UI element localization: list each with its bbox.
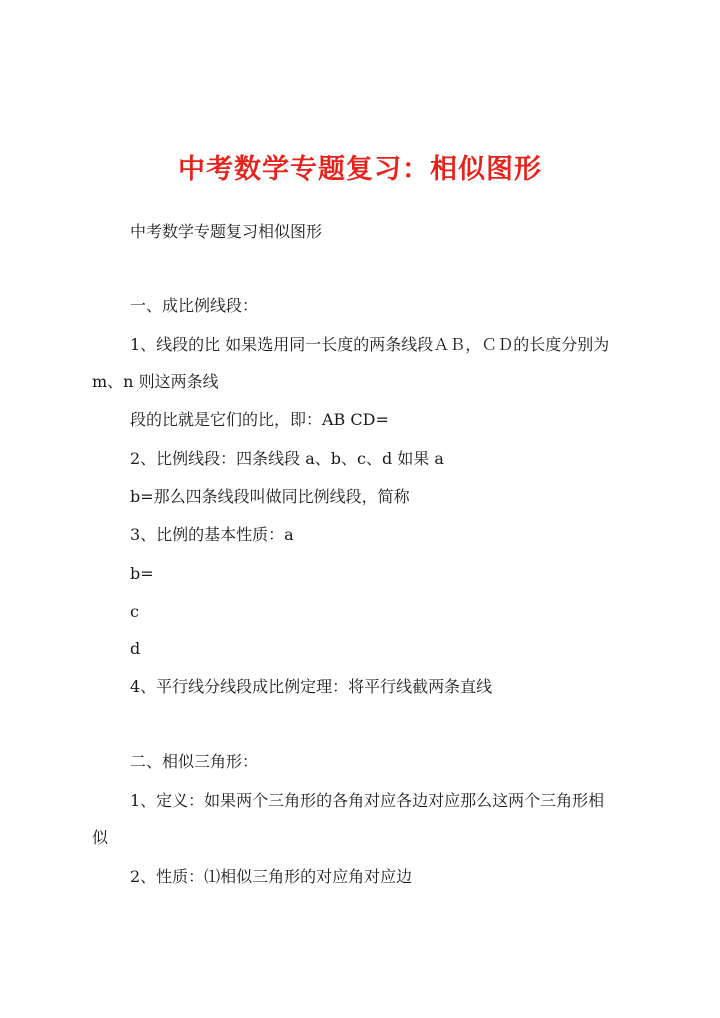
paragraph-line: d <box>130 639 141 658</box>
paragraph-line: 3、比例的基本性质：a <box>130 525 294 544</box>
paragraph-line: 段的比就是它们的比，即：AB CD= <box>130 410 389 429</box>
paragraph-line: 2、比例线段：四条线段 a、b、c、d 如果 a <box>130 449 444 468</box>
paragraph-line: b= <box>130 564 154 583</box>
paragraph-line: c <box>130 602 139 621</box>
section-heading-1: 一、成比例线段： <box>130 296 259 315</box>
document-title: 中考数学专题复习：相似图形 <box>178 154 542 185</box>
subtitle-line: 中考数学专题复习相似图形 <box>130 222 323 241</box>
paragraph-line: 4、平行线分线段成比例定理：将平行线截两条直线 <box>130 677 493 696</box>
paragraph-line: m、n 则这两条线 <box>92 372 219 391</box>
section-heading-2: 二、相似三角形： <box>130 752 259 771</box>
paragraph-line: 1、线段的比 如果选用同一长度的两条线段ＡＢ，ＣＤ的长度分别为 <box>130 335 610 354</box>
paragraph-line: 似 <box>92 828 109 847</box>
paragraph-line: 1、定义：如果两个三角形的各角对应各边对应那么这两个三角形相 <box>130 791 605 810</box>
paragraph-line: b=那么四条线段叫做同比例线段，简称 <box>130 487 410 506</box>
paragraph-line: 2、性质：⑴相似三角形的对应角对应边 <box>130 867 413 886</box>
